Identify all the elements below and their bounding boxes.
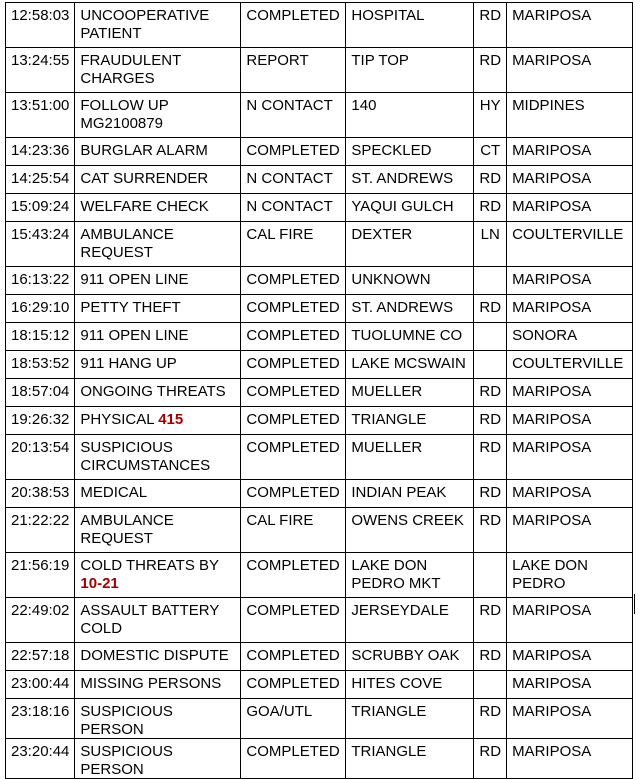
call-street-suffix: RD	[474, 508, 507, 553]
call-type-text: 911 OPEN LINE	[80, 327, 189, 344]
call-city: MARIPOSA	[507, 295, 633, 323]
call-time: 23:00:44	[6, 671, 75, 699]
call-type-text: DOMESTIC DISPUTE	[80, 647, 229, 664]
call-time: 18:53:52	[6, 351, 75, 379]
call-time: 22:57:18	[6, 643, 75, 671]
table-row	[6, 508, 633, 553]
call-time: 18:15:12	[6, 323, 75, 351]
call-type	[75, 508, 241, 553]
call-disposition: REPORT	[241, 48, 346, 93]
call-type-text: COLD THREATS BY	[80, 557, 219, 574]
call-street: TRIANGLE	[346, 699, 474, 739]
table-row	[6, 222, 633, 267]
call-street-suffix: HY	[474, 93, 507, 138]
call-type	[75, 643, 241, 671]
table-row	[6, 48, 633, 93]
call-type	[75, 166, 241, 194]
call-time: 14:23:36	[6, 138, 75, 166]
call-type	[75, 3, 241, 48]
call-street-suffix: LN	[474, 222, 507, 267]
call-street: SCRUBBY OAK	[346, 643, 474, 671]
table-row	[6, 671, 633, 699]
call-street-suffix: RD	[474, 379, 507, 407]
call-type	[75, 351, 241, 379]
call-city: MARIPOSA	[507, 379, 633, 407]
call-street-suffix	[474, 671, 507, 699]
call-street-suffix: RD	[474, 480, 507, 508]
call-street-suffix: RD	[474, 295, 507, 323]
call-disposition: N CONTACT	[241, 93, 346, 138]
table-row	[6, 553, 633, 598]
call-street: TRIANGLE	[346, 407, 474, 435]
table-row	[6, 379, 633, 407]
call-disposition: COMPLETED	[241, 3, 346, 48]
call-time: 12:58:03	[6, 3, 75, 48]
call-disposition: N CONTACT	[241, 194, 346, 222]
call-type-text: MISSING PERSONS	[80, 675, 222, 692]
call-street: TRIANGLE	[346, 739, 474, 779]
call-disposition: COMPLETED	[241, 480, 346, 508]
table-row	[6, 407, 633, 435]
call-type	[75, 93, 241, 138]
call-disposition: COMPLETED	[241, 643, 346, 671]
call-city: MARIPOSA	[507, 508, 633, 553]
table-row	[6, 739, 633, 779]
call-street: UNKNOWN	[346, 267, 474, 295]
call-street: MUELLER	[346, 435, 474, 480]
call-type-text: PETTY THEFT	[80, 299, 181, 316]
call-type	[75, 379, 241, 407]
call-type-text: ONGOING THREATS	[80, 383, 226, 400]
call-type	[75, 480, 241, 508]
table-row	[6, 3, 633, 48]
call-disposition: COMPLETED	[241, 598, 346, 643]
table-row	[6, 435, 633, 480]
table-row	[6, 194, 633, 222]
call-street: HOSPITAL	[346, 3, 474, 48]
call-street: TIP TOP	[346, 48, 474, 93]
call-street: ST. ANDREWS	[346, 295, 474, 323]
call-disposition: CAL FIRE	[241, 508, 346, 553]
call-city: MARIPOSA	[507, 643, 633, 671]
call-disposition: COMPLETED	[241, 671, 346, 699]
call-street-suffix	[474, 323, 507, 351]
call-disposition: COMPLETED	[241, 379, 346, 407]
call-street: MUELLER	[346, 379, 474, 407]
call-type-text: SUSPICIOUS PERSON	[80, 703, 173, 738]
call-disposition: CAL FIRE	[241, 222, 346, 267]
call-street: OWENS CREEK	[346, 508, 474, 553]
call-city: COULTERVILLE	[507, 222, 633, 267]
table-row	[6, 643, 633, 671]
call-log-body	[6, 3, 633, 779]
call-type	[75, 222, 241, 267]
call-street-suffix: RD	[474, 3, 507, 48]
call-time: 16:29:10	[6, 295, 75, 323]
call-log-table	[5, 2, 633, 779]
call-time: 16:13:22	[6, 267, 75, 295]
call-city: MARIPOSA	[507, 138, 633, 166]
call-disposition: COMPLETED	[241, 351, 346, 379]
call-disposition: COMPLETED	[241, 435, 346, 480]
call-disposition: COMPLETED	[241, 739, 346, 779]
call-type-text: MEDICAL	[80, 484, 148, 501]
call-city: MARIPOSA	[507, 739, 633, 779]
call-type	[75, 407, 241, 435]
call-street-suffix: RD	[474, 643, 507, 671]
call-disposition: COMPLETED	[241, 267, 346, 295]
call-disposition: COMPLETED	[241, 323, 346, 351]
call-time: 21:56:19	[6, 553, 75, 598]
call-street-suffix: CT	[474, 138, 507, 166]
call-street-suffix: RD	[474, 407, 507, 435]
call-street: YAQUI GULCH	[346, 194, 474, 222]
call-type	[75, 138, 241, 166]
call-type-text: 911 OPEN LINE	[80, 271, 189, 288]
call-city: LAKE DON PEDRO	[507, 553, 633, 598]
call-street: HITES COVE	[346, 671, 474, 699]
call-city: MARIPOSA	[507, 194, 633, 222]
call-street-suffix: RD	[474, 598, 507, 643]
table-row	[6, 138, 633, 166]
call-time: 13:24:55	[6, 48, 75, 93]
call-time: 13:51:00	[6, 93, 75, 138]
call-street-suffix: RD	[474, 739, 507, 779]
call-city: MARIPOSA	[507, 166, 633, 194]
call-street: ST. ANDREWS	[346, 166, 474, 194]
call-type-code: 10-21	[80, 574, 119, 592]
call-type	[75, 699, 241, 739]
table-row	[6, 295, 633, 323]
call-city: MARIPOSA	[507, 671, 633, 699]
call-type-text: 911 HANG UP	[80, 355, 177, 372]
call-street: SPECKLED	[346, 138, 474, 166]
call-type-text: ASSAULT BATTERY COLD	[80, 602, 220, 637]
call-type	[75, 435, 241, 480]
call-type	[75, 598, 241, 643]
call-type	[75, 295, 241, 323]
call-time: 21:22:22	[6, 508, 75, 553]
call-street: LAKE MCSWAIN	[346, 351, 474, 379]
call-street-suffix	[474, 267, 507, 295]
call-city: MIDPINES	[507, 93, 633, 138]
call-city: COULTERVILLE	[507, 351, 633, 379]
call-type-text: WELFARE CHECK	[80, 198, 209, 215]
call-street: TUOLUMNE CO	[346, 323, 474, 351]
call-type-text: FOLLOW UP MG2100879	[80, 97, 169, 132]
call-type-text: PHYSICAL	[80, 411, 159, 428]
call-type-text: CAT SURRENDER	[80, 170, 209, 187]
call-city: MARIPOSA	[507, 699, 633, 739]
call-street: LAKE DON PEDRO MKT	[346, 553, 474, 598]
call-disposition: COMPLETED	[241, 295, 346, 323]
call-type-text: BURGLAR ALARM	[80, 142, 208, 159]
call-street-suffix	[474, 351, 507, 379]
call-disposition: COMPLETED	[241, 553, 346, 598]
call-type	[75, 48, 241, 93]
call-type	[75, 194, 241, 222]
table-row	[6, 598, 633, 643]
call-time: 19:26:32	[6, 407, 75, 435]
call-city: MARIPOSA	[507, 407, 633, 435]
call-city: MARIPOSA	[507, 480, 633, 508]
call-type-text: SUSPICIOUS PERSON	[80, 743, 173, 778]
call-type-text: AMBULANCE REQUEST	[80, 512, 174, 547]
call-disposition: COMPLETED	[241, 138, 346, 166]
call-street: 140	[346, 93, 474, 138]
call-time: 15:43:24	[6, 222, 75, 267]
call-disposition: COMPLETED	[241, 407, 346, 435]
call-street-suffix: RD	[474, 699, 507, 739]
call-city: MARIPOSA	[507, 598, 633, 643]
call-city: SONORA	[507, 323, 633, 351]
call-disposition: N CONTACT	[241, 166, 346, 194]
call-street-suffix: RD	[474, 194, 507, 222]
call-time: 23:20:44	[6, 739, 75, 779]
call-type-code: 415	[158, 411, 184, 428]
call-city: MARIPOSA	[507, 435, 633, 480]
call-street: JERSEYDALE	[346, 598, 474, 643]
table-row	[6, 267, 633, 295]
call-street: DEXTER	[346, 222, 474, 267]
call-street-suffix: RD	[474, 435, 507, 480]
call-time: 20:13:54	[6, 435, 75, 480]
call-type-text: SUSPICIOUS CIRCUMSTANCES	[80, 439, 211, 474]
table-row	[6, 480, 633, 508]
call-type-text: AMBULANCE REQUEST	[80, 226, 174, 261]
call-time: 18:57:04	[6, 379, 75, 407]
table-row	[6, 323, 633, 351]
call-time: 14:25:54	[6, 166, 75, 194]
call-type	[75, 671, 241, 699]
call-city: MARIPOSA	[507, 267, 633, 295]
call-type	[75, 323, 241, 351]
table-row	[6, 699, 633, 739]
table-row	[6, 166, 633, 194]
table-row	[6, 93, 633, 138]
call-type-text: UNCOOPERATIVE PATIENT	[80, 7, 210, 42]
call-type-text: FRAUDULENT CHARGES	[80, 52, 181, 87]
call-city: MARIPOSA	[507, 48, 633, 93]
call-street: INDIAN PEAK	[346, 480, 474, 508]
call-type	[75, 267, 241, 295]
call-time: 15:09:24	[6, 194, 75, 222]
call-street-suffix	[474, 553, 507, 598]
call-city: MARIPOSA	[507, 3, 633, 48]
table-row	[6, 351, 633, 379]
call-street-suffix: RD	[474, 48, 507, 93]
call-disposition: GOA/UTL	[241, 699, 346, 739]
call-street-suffix: RD	[474, 166, 507, 194]
call-type	[75, 553, 241, 598]
call-type	[75, 739, 241, 779]
call-time: 23:18:16	[6, 699, 75, 739]
edge-mark	[634, 594, 635, 614]
call-time: 22:49:02	[6, 598, 75, 643]
call-time: 20:38:53	[6, 480, 75, 508]
